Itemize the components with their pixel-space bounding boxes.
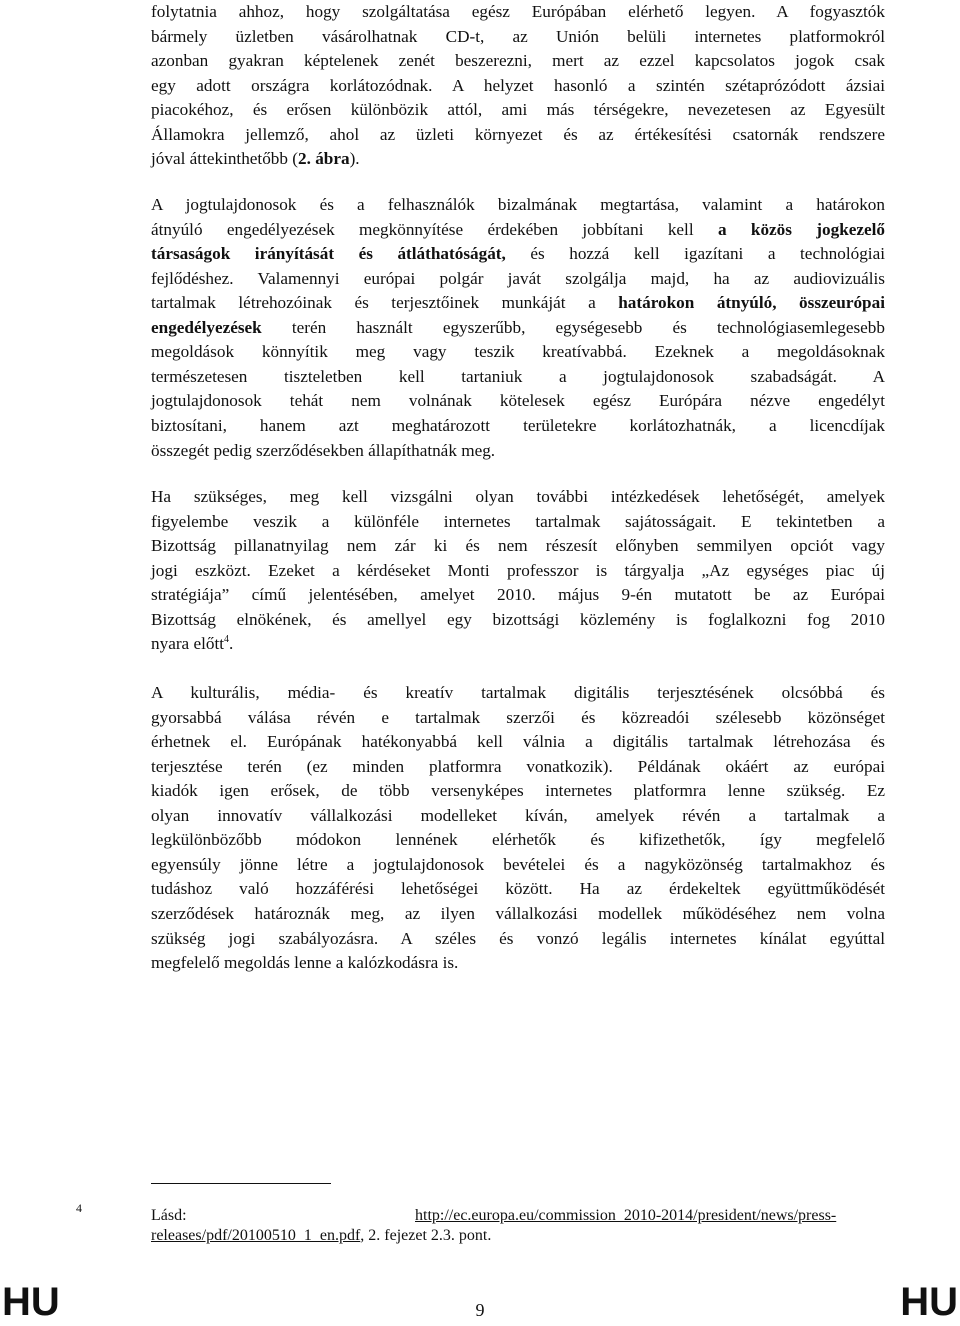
text-line [151,828,885,852]
text-line [151,49,885,73]
text-segment: folytatnia ahhoz, hogy szolgáltatása egész Európában elérhető legyen. A fogyasztók [151,2,885,21]
text-segment: bármely üzletben vásárolhatnak CD-t, az Unión belüli internetes platformokról [151,26,885,46]
footnote-line [151,1226,491,1246]
bold-text: határokon átnyúló, összeurópai [618,293,885,313]
text-segment: megfelelő megoldás lenne a kalózkodásra is. [151,953,459,973]
text-segment: szükség jogi szabályozásra. A széles és vonzó legális internetes kínálat egyúttal [151,928,885,948]
text-line [151,534,885,558]
text-line [151,632,885,656]
text-line [151,147,885,171]
text-segment: természetesen tiszteletben kell tartaniuk a jogtulajdonosok szabadságát. A [151,366,885,386]
text-segment: terjesztése terén (ez minden platformra vonatkozik). Példának okáért az európai [151,756,885,776]
text-line [151,74,885,98]
text-segment: gyorsabbá válása révén e tartalmak szerzői és közreadói szélesebb közönséget [151,707,885,727]
text-segment: azonban gyakran képtelenek zenét beszerezni, mert az ezzel kapcsolatos jogok csak [151,51,885,71]
footnote-link-part1[interactable]: http://ec.europa.eu/commission_2010-2014/president/news/press- [415,1207,837,1224]
language-code-left: HU [2,1280,60,1324]
bold-text: társaságok irányítását és átláthatóságát, [151,244,506,264]
text-segment: Ha szükséges, meg kell vizsgálni olyan további intézkedések lehetőségét, amelyek [151,487,885,506]
text-line [151,755,885,779]
text-line [151,510,885,534]
text-line [151,439,885,463]
text-line [151,25,885,49]
text-segment: piacokéhoz, és erősen különbözik attól, ami más térségekre, nevezetesen az Egyesült [151,100,885,120]
footnote-tail: , 2. fejezet 2.3. pont. [360,1227,492,1244]
text-segment: jogtulajdonosok tehát nem volnának kötelesek egész Európára nézve engedélyt [151,391,885,411]
text-line [151,877,885,901]
text-segment: összegét pedig szerződésekben állapíthatnák meg. [151,440,496,460]
text-line [151,485,885,509]
text-line [151,193,885,217]
text-line [151,98,885,122]
text-line [151,242,885,266]
text-line [151,340,885,364]
text-segment: jóval áttekinthetőbb ( [151,149,299,169]
text-segment: Államokra jellemző, ahol az üzleti környezet és az értékesítési csatornák rendszere [151,124,885,144]
text-line [151,730,885,754]
text-line [151,608,885,632]
text-segment: . [229,634,234,654]
text-segment: kiadók igen erősek, de több versenyképes internetes platformra lenne szükség. Ez [151,781,885,801]
text-line [151,559,885,583]
text-segment: nyara előtt [151,634,225,654]
text-line [151,123,885,147]
text-line [151,951,885,975]
text-segment: szerződések határoznák meg, az ilyen vállalkozási modellek működéséhez nem volna [151,903,885,923]
bold-text: 2. ábra [298,149,350,169]
text-segment: figyelembe veszik a különféle internetes tartalmak sajátosságait. E tekintetben a [151,511,885,531]
text-line [151,927,885,951]
text-segment: megoldások könnyítik meg vagy teszik kreatívabbá. Ezeknek a megoldásoknak [151,342,885,362]
text-line [151,706,885,730]
text-line [151,804,885,828]
text-segment: Bizottság elnökének, és amellyel egy bizottsági közlemény is foglalkozni fog 2010 [151,609,885,629]
text-segment: stratégiája” című jelentésében, amelyet 2010. május 9-én mutatott be az Európai [151,585,885,605]
footnote-label: Lásd: [151,1207,187,1224]
text-segment: ). [349,149,360,169]
text-segment: egy adott országra korlátozódnak. A helyzet hasonló a szintén szétaprózódott ázsiai [151,75,885,95]
text-segment: legkülönbözőbb módokon lennének elérhetők és kifizethetők, így megfelelő [151,830,885,850]
text-segment: jogi eszközt. Ezeket a kérdéseket Monti professzor is tárgyalja „Az egységes piac új [151,560,885,580]
text-line [151,414,885,438]
text-line [151,902,885,926]
text-segment: tartalmak létrehozóinak és terjesztőinek munkáját a [151,293,619,313]
page-number: 9 [475,1300,485,1320]
bold-text: engedélyezések [151,317,262,337]
text-line [151,583,885,607]
text-line [151,0,885,24]
text-line [151,389,885,413]
text-segment: terén használt egyszerűbb, egységesebb és technológiasemlegesebb [261,317,885,337]
text-line [151,291,885,315]
footnote-number: 4 [76,1201,82,1215]
footnote-reference: 4 [224,634,230,646]
text-segment: Bizottság pillanatnyilag nem zár ki és nem részesít előnyben semmilyen opciót vagy [151,536,885,556]
text-segment: egyensúly jönne létre a jogtulajdonosok bevételei és a nagyközönség tartalmakhoz és [151,854,885,874]
bold-text: a közös jogkezelő [717,219,886,239]
footnote-divider [151,1183,331,1184]
text-line [151,779,885,803]
footnote-link-part2[interactable]: releases/pdf/20100510_1_en.pdf [151,1227,361,1244]
text-segment: fejlődéshez. Valamennyi európai polgár javát szolgálja majd, ha az audiovizuális [151,268,885,288]
text-line [151,316,885,340]
text-segment: A kulturális, média- és kreatív tartalmak digitális terjesztésének olcsóbbá és [151,683,885,702]
text-segment: olyan innovatív vállalkozási modelleket kíván, amelyek révén a tartalmak a [151,805,885,825]
text-line [151,218,885,242]
text-line [151,267,885,291]
text-segment: biztosítani, hanem azt meghatározott területekre korlátozhatnák, a licencdíjak [151,415,885,435]
text-segment: és hozzá kell igazítani a technológiai [505,244,885,264]
language-code-right: HU [900,1280,958,1324]
text-line [151,681,885,705]
text-line [151,853,885,877]
text-segment: érhetnek el. Európának hatékonyabbá kell válnia a digitális tartalmak létrehozása és [151,732,885,752]
text-segment: tudáshoz való hozzáférési lehetőségei között. Ha az érdekeltek együttműködését [151,879,885,899]
text-segment: átnyúló engedélyezések megkönnyítése érdekében jobbítani kell [151,219,718,239]
text-segment: A jogtulajdonosok és a felhasználók bizalmának megtartása, valamint a határokon [151,195,885,214]
text-line [151,365,885,389]
